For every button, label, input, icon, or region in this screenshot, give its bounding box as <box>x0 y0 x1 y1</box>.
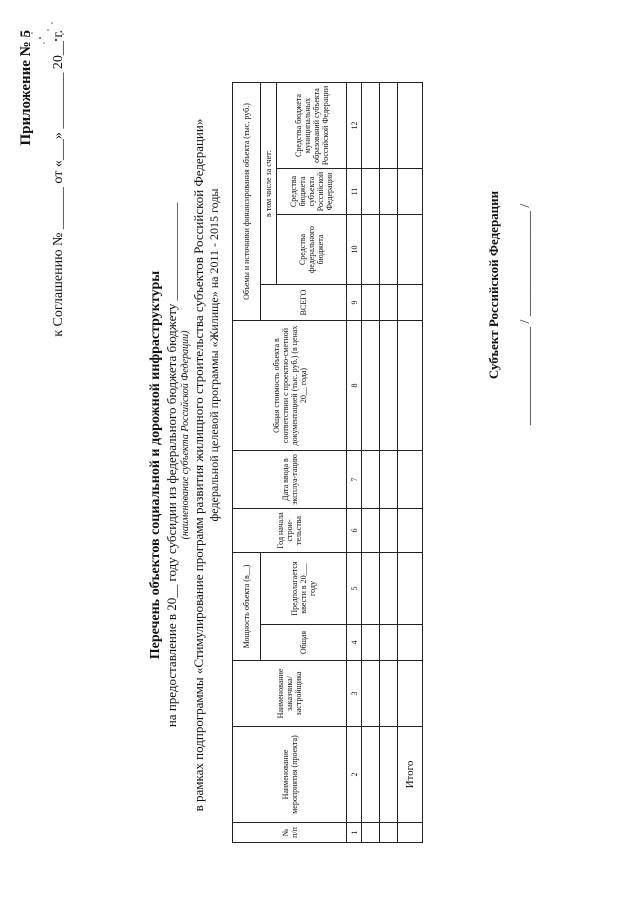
header-federal-budget: Средства федерального бюджета <box>277 215 347 285</box>
column-number: 11 <box>347 169 362 215</box>
column-number-row <box>347 83 362 843</box>
objects-table <box>232 82 423 843</box>
agreement-line: к Соглашению № ______ от «___» ________ 20__ г. <box>51 30 66 337</box>
column-number: 10 <box>347 215 362 285</box>
column-number: 6 <box>347 509 362 553</box>
column-number: 2 <box>347 727 362 823</box>
table-row <box>380 83 398 843</box>
column-number: 12 <box>347 83 362 169</box>
document-title: Перечень объектов социальной и дорожной инфраструктуры <box>148 270 163 660</box>
header-commission-date: Дата ввода в эксплуа-тацию <box>233 451 347 509</box>
header-capacity-total: Общая <box>261 625 347 661</box>
document-titles <box>148 85 222 845</box>
header-funding: Объемы и источники финансирования объекта (тыс. руб.) <box>233 83 261 321</box>
column-number: 7 <box>347 451 362 509</box>
program-line: федеральной целевой программы «Жилище» на 2011 - 2015 годы <box>207 188 221 522</box>
header-capacity: Мощность объекта (в__) <box>233 553 261 661</box>
column-number: 1 <box>347 823 362 843</box>
header-capacity-planned: Предполагается ввести в 20___ году <box>261 553 347 625</box>
table-row <box>362 83 380 843</box>
column-number: 9 <box>347 285 362 321</box>
header-municipal-budget: Средства бюджета муниципальных образований субъекта Российской Федерации <box>277 83 347 169</box>
header-funding-total: ВСЕГО <box>261 285 347 321</box>
column-number: 3 <box>347 661 362 727</box>
header-number: № п/п <box>233 823 347 843</box>
header-total-cost: Общая стоимость объекта в соответствии с проектно-сметной документацией (тыс. руб.) (в ценах 20__ года) <box>233 321 347 451</box>
header-subject-budget: Средства бюджета субъекта Российской Федерации <box>277 169 347 215</box>
header-year-start: Год начала строи-тельства <box>233 509 347 553</box>
subject-name-note: (наименование субъекта Российской Федерации) <box>180 330 191 540</box>
header-event-name: Наименование мероприятия (проекта) <box>233 727 347 823</box>
total-label: Итого <box>398 727 423 823</box>
appendix-title: Приложение № 5 <box>18 30 34 146</box>
appendix-block <box>18 30 67 450</box>
subprogram-line: в рамках подпрограммы «Стимулирование программ развития жилищного строительства субъектов Российской Федерации» <box>191 118 206 812</box>
total-row <box>398 83 423 843</box>
column-number: 4 <box>347 625 362 661</box>
header-customer: Наименование заказчика/ застройщика <box>233 661 347 727</box>
column-number: 5 <box>347 553 362 625</box>
subsidy-line: на предоставление в 20__ году субсидии из федерального бюджета бюджету _______________ <box>164 202 179 728</box>
signature-line: ______________ / _______________ / <box>518 203 533 425</box>
column-number: 8 <box>347 321 362 451</box>
signature-label: Субъект Российской Федерации <box>486 190 501 380</box>
header-including: в том числе за счет: <box>261 83 277 285</box>
